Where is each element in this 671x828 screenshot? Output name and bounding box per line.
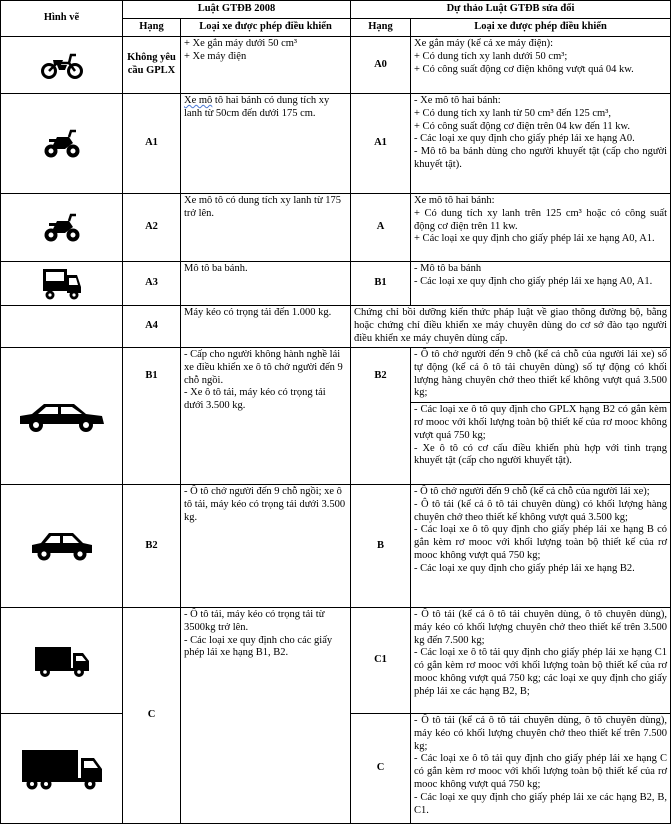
header-draft-law: Dự thảo Luật GTĐB sửa đổi [351, 1, 671, 19]
new-vehicles: Xe gắn máy (kể cả xe máy điện): + Có dung tích xy lanh dưới 50 cm³; + Có công suất động cơ điện không vượt quá 04 kw. [411, 37, 671, 94]
new-rank: B [351, 485, 411, 608]
new-rank: C [351, 714, 411, 824]
header-new-vehicles: Loại xe được phép điều khiển [411, 19, 671, 37]
old-vehicles: - Ô tô tải, máy kéo có trọng tải từ 3500kg trở lên. - Các loại xe quy định cho các giấy phép lái xe hạng B1, B2. [181, 608, 351, 824]
new-vehicles: - Ô tô tải (kể cả ô tô tải chuyên dùng, ô tô chuyên dùng), máy kéo có khối lượng chuyên chở theo thiết kế trên 7.500 kg; - Các loại xe ô tô tải quy định cho giấy phép lái xe hạng C có gắn kèm rơ mooc với khối lượng toàn bộ thiết kế của rơ mooc không vượt quá 750 kg; - Các loại xe quy định cho giấy phép lái xe các hạng B2, B, C1. [411, 714, 671, 824]
moped-icon [41, 51, 83, 79]
header-picture: Hình vẽ [1, 1, 123, 37]
old-vehicles: Xe mô tô có dung tích xy lanh từ 175 trở lên. [181, 194, 351, 262]
header-new-rank: Hạng [351, 19, 411, 37]
sedan-car-icon [16, 398, 108, 434]
motorcycle-icon [43, 129, 81, 159]
new-rank: A0 [351, 37, 411, 94]
table-row [1, 306, 671, 348]
picture-cell [1, 306, 123, 348]
picture-cell [1, 37, 123, 94]
old-rank: B1 [123, 348, 181, 485]
new-vehicles: - Ô tô chở người đến 9 chỗ (kể cả chỗ của người lái xe); - Ô tô tải (kể cả ô tô tải chuyên dùng) có khối lượng hàng chuyên chở theo thiết kế không vượt quá 3.500 kg; - Các loại xe ô tô quy định cho giấy phép lái xe hạng B có gắn kèm rơ mooc với khối lượng toàn bộ thiết kế của rơ mooc không vượt quá 750 kg; - Các loại xe quy định cho giấy phép lái xe hạng B2. [411, 485, 671, 608]
table-row [1, 485, 671, 608]
header-old-rank: Hạng [123, 19, 181, 37]
old-rank: A2 [123, 194, 181, 262]
picture-cell [1, 194, 123, 262]
new-vehicles: - Xe mô tô hai bánh: + Có dung tích xy lanh từ 50 cm³ đến 125 cm³, + Có công suất động cơ điện trên 04 kw đến 11 kw. - Các loại xe quy định cho giấy phép lái xe hạng A0. - Mô tô ba bánh dùng cho người khuyết tật (cấp cho người khuyết tật). [411, 94, 671, 194]
new-vehicles: Chứng chỉ bồi dưỡng kiến thức pháp luật về giao thông đường bộ, bằng hoặc chứng chỉ điều khiển xe máy chuyên dùng do cơ sở đào tạo người điều khiển xe máy chuyên dùng cấp. [351, 306, 671, 348]
old-rank [123, 37, 181, 94]
new-vehicles [411, 348, 671, 485]
new-rank: C1 [351, 608, 411, 714]
old-vehicles-underlined: Xe mô [184, 95, 213, 106]
old-rank: A1 [123, 94, 181, 194]
old-rank: C [123, 608, 181, 824]
old-rank: A3 [123, 262, 181, 306]
new-vehicles-part-b: - Các loại xe ô tô quy định cho GPLX hạng B2 có gắn kèm rơ mooc với khối lượng toàn bộ thiết kế của rơ mooc không vượt quá 750 kg; - Xe ô tô có cơ cấu điều khiển phù hợp với tình trạng khuyết tật (cấp cho người khuyết tật). [411, 402, 670, 468]
old-vehicles [181, 94, 351, 194]
old-rank: B2 [123, 485, 181, 608]
picture-cell [1, 94, 123, 194]
new-vehicles: - Ô tô tải (kể cả ô tô tải chuyên dùng, ô tô chuyên dùng), máy kéo có khối lượng chuyên chở theo thiết kế trên 3.500 kg đến 7.500 kg; - Các loại xe ô tô tải quy định cho giấy phép lái xe hạng C1 có gắn kèm rơ mooc với khối lượng toàn bộ thiết kế của rơ mooc không vượt quá 750 kg; các loại xe quy định cho giấy phép lái xe các hạng B2, B; [411, 608, 671, 714]
picture-cell [1, 262, 123, 306]
motorcycle-icon [43, 213, 81, 243]
picture-cell [1, 608, 123, 714]
new-rank: B2 [351, 348, 411, 485]
new-rank: A [351, 194, 411, 262]
new-vehicles: Xe mô tô hai bánh: + Có dung tích xy lanh trên 125 cm³ hoặc có công suất động cơ điện trên 11 kw. + Các loại xe quy định cho giấy phép lái xe hạng A0, A1. [411, 194, 671, 262]
old-vehicles: + Xe gắn máy dưới 50 cm³ + Xe máy điện [181, 37, 351, 94]
picture-cell [1, 714, 123, 824]
old-vehicles: Máy kéo có trọng tải đến 1.000 kg. [181, 306, 351, 348]
table-row [1, 608, 671, 714]
small-truck-icon [33, 644, 91, 678]
new-vehicles: - Mô tô ba bánh - Các loại xe quy định cho giấy phép lái xe hạng A0, A1. [411, 262, 671, 306]
old-vehicles-rest: tô hai bánh có dung tích xy lanh từ 50cm đến dưới 175 cm. [184, 95, 330, 119]
old-vehicles: Mô tô ba bánh. [181, 262, 351, 306]
table-row [1, 348, 671, 485]
hatchback-car-icon [29, 529, 95, 563]
old-vehicles: - Ô tô chở người đến 9 chỗ ngồi; xe ô tô tải, máy kéo có trọng tải dưới 3.500 kg. [181, 485, 351, 608]
header-old-vehicles: Loại xe được phép điều khiển [181, 19, 351, 37]
picture-cell [1, 485, 123, 608]
old-vehicles: - Cấp cho người không hành nghề lái xe điều khiển xe ô tô chở người đến 9 chỗ ngồi. - Xe ô tô tải, máy kéo có trọng tải dưới 3.500 kg. [181, 348, 351, 485]
table-row [1, 194, 671, 262]
header-law-2008: Luật GTĐB 2008 [123, 1, 351, 19]
old-rank-text: Không yêu cầu GPLX [127, 52, 176, 76]
tuk-tuk-icon [41, 267, 83, 301]
table-row [1, 262, 671, 306]
new-rank: B1 [351, 262, 411, 306]
table-row [1, 37, 671, 94]
large-truck-icon [20, 747, 104, 791]
table-row [1, 94, 671, 194]
new-vehicles-part-a: - Ô tô chở người đến 9 chỗ (kể cả chỗ của người lái xe) số tự động (kể cả ô tô tải chuyên dùng) số tự động có khối lượng hàng chuyên chở theo thiết kế không vượt quá 3.500 kg; [414, 349, 668, 399]
new-rank: A1 [351, 94, 411, 194]
picture-cell [1, 348, 123, 485]
old-rank: A4 [123, 306, 181, 348]
